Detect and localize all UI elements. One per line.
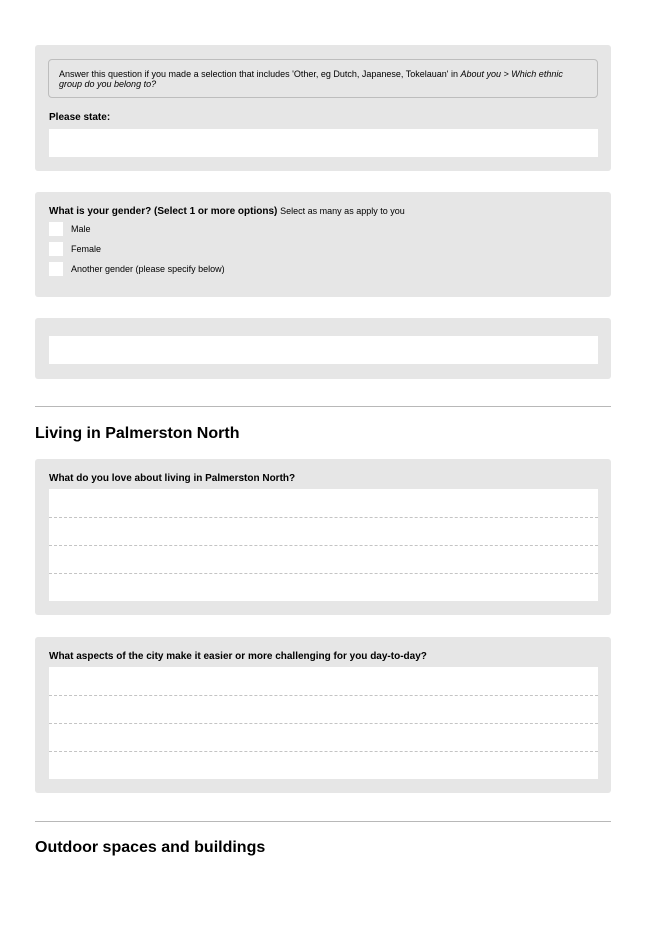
ruled-line <box>49 751 598 752</box>
option-label-another: Another gender (please specify below) <box>71 264 225 274</box>
section-heading-outdoor: Outdoor spaces and buildings <box>35 839 266 856</box>
aspects-panel <box>35 637 611 793</box>
gender-option-female[interactable] <box>49 242 101 256</box>
checkbox-female[interactable] <box>49 242 63 256</box>
option-label-female: Female <box>71 244 102 254</box>
checkbox-male[interactable] <box>49 222 63 236</box>
note-text: Answer this question if you made a selection that includes 'Other, eg Dutch, Japanese, Tokelauan' in <box>59 69 461 79</box>
ruled-line <box>49 695 598 696</box>
ruled-line <box>49 545 598 546</box>
love-panel <box>35 459 611 615</box>
ethnicity-followup-panel <box>35 45 611 171</box>
checkbox-another[interactable] <box>49 262 63 276</box>
gender-hint: Select as many as apply to you <box>280 206 405 216</box>
note-italic-reference: About you > Which ethnic group do you belong to? <box>59 69 563 89</box>
gender-other-panel <box>35 318 611 379</box>
please-state-input[interactable] <box>49 129 598 157</box>
love-question: What do you love about living in Palmerston North? <box>49 473 296 484</box>
ruled-line <box>49 723 598 724</box>
gender-panel <box>35 192 611 297</box>
ruled-line <box>49 573 598 574</box>
aspects-textarea[interactable] <box>49 667 598 779</box>
section-divider <box>35 821 611 822</box>
section-divider <box>35 406 611 407</box>
conditional-note <box>48 59 598 98</box>
option-label-male: Male <box>71 224 91 234</box>
please-state-label: Please state: <box>49 112 111 123</box>
love-textarea[interactable] <box>49 489 598 601</box>
gender-option-another[interactable] <box>49 262 225 276</box>
gender-question <box>49 206 405 217</box>
gender-question-text: What is your gender? (Select 1 or more options) <box>49 206 278 217</box>
aspects-question: What aspects of the city make it easier or more challenging for you day-to-day? <box>49 651 427 662</box>
gender-other-input[interactable] <box>49 336 598 364</box>
section-heading-living: Living in Palmerston North <box>35 425 240 442</box>
ruled-line <box>49 517 598 518</box>
gender-option-male[interactable] <box>49 222 91 236</box>
